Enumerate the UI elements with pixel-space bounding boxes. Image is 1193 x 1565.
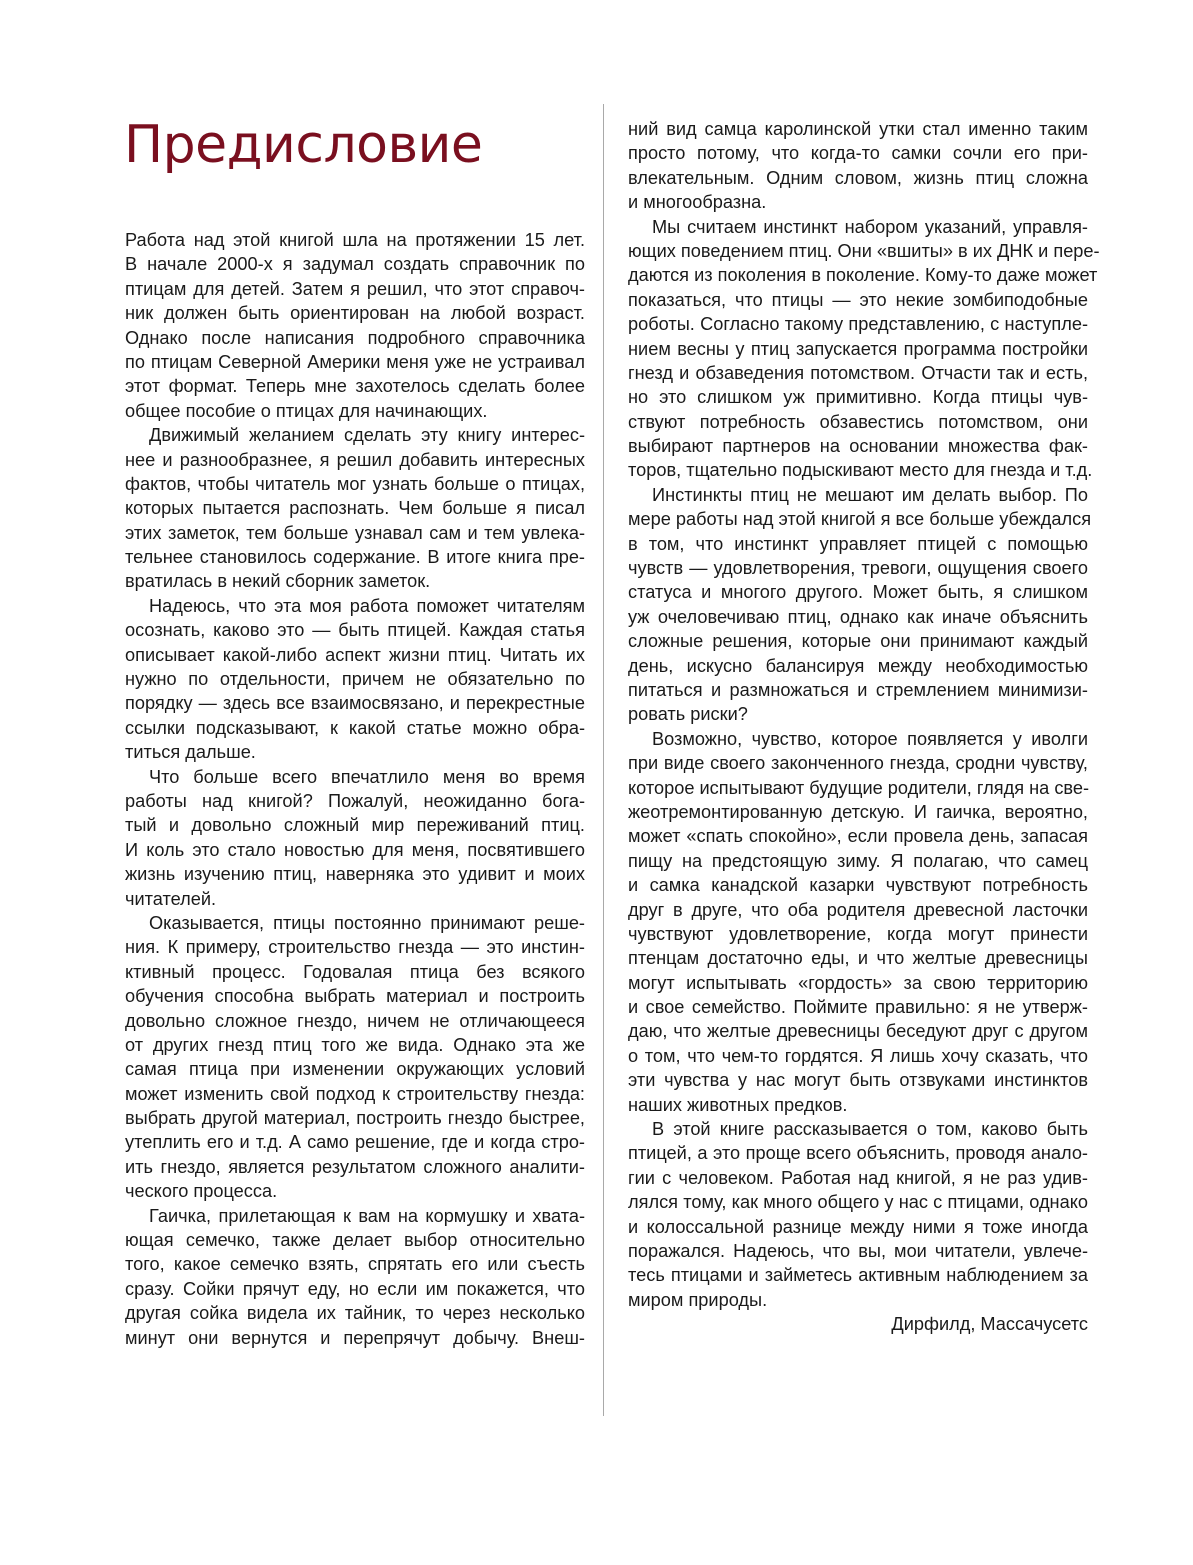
text-line: питаться и размножаться и стремлением минимизи- [628,679,1088,700]
text-line: торов, тщательно подыскивают место для гнезда и т.д. [628,460,1093,481]
right-column [628,117,1100,1337]
text-line: В начале 2000-х я задумал создать справочник по [125,254,585,275]
left-column [125,228,585,1350]
text-line: Инстинкты птиц не мешают им делать выбор. По [652,484,1088,505]
text-line: работы над книгой? Пожалуй, неожиданно бога- [125,790,585,811]
text-line: обучения способна выбрать материал и построить [125,986,585,1007]
text-line: и колоссальной разнице между ними я тоже иногда [628,1216,1088,1237]
text-line: Надеюсь, что эта моя работа поможет читателям [149,595,585,616]
text-line: вратилась в некий сборник заметок. [125,571,431,592]
text-line: птицей, а это проще всего объяснить, проводя анало- [628,1143,1088,1164]
text-line: Движимый желанием сделать эту книгу интерес- [149,425,585,446]
text-line: даются из поколения в поколение. Кому-то даже может [628,265,1098,286]
text-line: влекательным. Одним словом, жизнь птиц сложна [628,167,1088,188]
text-line: Оказывается, птицы постоянно принимают реше- [149,912,585,933]
text-line: птенцам достаточно еды, и что желтые древесницы [628,948,1088,969]
column-divider [603,104,604,1416]
text-line: жеотремонтированную детскую. И гаичка, вероятно, [628,801,1088,822]
text-line: Что больше всего впечатлило меня во время [149,766,585,787]
text-line: ник должен быть ориентирован на любой возраст. [125,303,585,324]
text-line: нужно по отдельности, причем не обязательно по [125,669,585,690]
text-line: ить гнездо, является результатом сложного аналити- [125,1156,585,1177]
text-line: гнезд и обзаведения потомством. Отчасти так и есть, [628,362,1088,383]
text-line: могут испытывать «гордость» за свою территорию [628,972,1088,993]
text-line: день, искусно балансируя между необходимостью [628,655,1088,676]
text-line: выбирают партнеров на основании множества фак- [628,436,1088,457]
text-line: может изменить свой подход к строительству гнезда: [125,1083,585,1104]
text-line: общее пособие о птицах для начинающих. [125,400,488,421]
text-line: читателей. [125,888,217,909]
text-line: о том, что чем-то гордятся. Я лишь хочу сказать, что [628,1045,1088,1066]
text-line: фактов, чтобы читатель мог узнать больше о птицах, [125,473,585,494]
text-line: ния. К примеру, строительство гнезда — это инстин- [125,937,585,958]
text-line: ктивный процесс. Годовалая птица без всякого [125,961,585,982]
page-title: Предисловие [124,115,483,175]
text-line: Мы считаем инстинкт набором указаний, управля- [652,216,1088,237]
text-line: того, какое семечко взять, спрятать его или съесть [125,1254,585,1275]
text-line: ющих поведением птиц. Они «вшиты» в их ДНК и пере- [628,240,1100,261]
text-line: описывает какой-либо аспект жизни птиц. Читать их [125,644,585,665]
text-line: роботы. Согласно такому представлению, с наступле- [628,314,1088,335]
text-line: сразу. Сойки прячут еду, но если им покажется, что [125,1278,585,1299]
text-line: этих заметок, тем больше узнавал сам и тем увлека- [125,522,585,543]
text-line: самая птица при изменении окружающих условий [125,1059,585,1080]
text-line: статуса и многого другого. Может быть, я слишком [628,582,1088,603]
text-line: может «спать спокойно», если провела день, запасая [628,826,1088,847]
text-line: нее и разнообразнее, я решил добавить интересных [125,449,585,470]
text-line: другая сойка видела их тайник, то через несколько [125,1303,585,1324]
text-line: жизнь изучению птиц, наверняка это удивит и моих [125,864,585,885]
signature: Дирфилд, Массачусетс [891,1314,1088,1335]
text-line: выбрать другой материал, построить гнездо быстрее, [125,1108,585,1129]
text-line: эти чувства у нас могут быть отзвуками инстинктов [628,1070,1088,1091]
text-line: мере работы над этой книгой я все больше убеждался [628,509,1092,530]
text-line: тый и довольно сложный мир переживаний птиц. [125,815,585,836]
text-line: друг в друге, что оба родителя древесной ласточки [628,899,1088,920]
text-line: Однако после написания подробного справочника [125,327,585,348]
text-line: и самка канадской казарки чувствуют потребность [628,875,1088,896]
text-line: которых пытается распознать. Чем больше я писал [125,498,585,519]
text-line: лялся тому, как много общего у нас с птицами, однако [628,1192,1088,1213]
text-line: сложные решения, которые они принимают каждый [628,631,1088,652]
text-line: птицам для детей. Затем я решил, что этот справоч- [125,278,585,299]
text-line: довольно сложное гнездо, ничем не отличающееся [125,1010,585,1031]
text-line: этот формат. Теперь мне захотелось сделать более [125,376,585,397]
text-line: при виде своего законченного гнезда, сродни чувству, [628,753,1088,774]
text-line: Возможно, чувство, которое появляется у иволги [652,728,1088,749]
text-line: уж очеловечиваю птиц, однако как иначе объяснить [628,606,1088,627]
text-line: гии с человеком. Работая над книгой, я не раз удив- [628,1167,1088,1188]
text-line: даю, что желтые древесницы беседуют друг с другом [628,1021,1088,1042]
text-line: минут они вернутся и перепрячут добычу. Внеш- [125,1327,585,1348]
text-line: ческого процесса. [125,1181,278,1202]
text-line: и свое семейство. Поймите правильно: я не утверж- [628,997,1088,1018]
text-line: чувствуют удовлетворение, когда могут принести [628,923,1088,944]
text-line: поражался. Надеюсь, что вы, мои читатели, увлече- [628,1240,1088,1261]
text-line: тельнее становилось содержание. В итоге книга пре- [125,547,585,568]
text-line: показаться, что птицы — это некие зомбиподобные [628,289,1088,310]
text-line: чувств — удовлетворения, тревоги, ощущения своего [628,558,1088,579]
text-line: которое испытывают будущие родители, глядя на све- [628,777,1090,798]
text-line: в том, что инстинкт управляет птицей с помощью [628,533,1088,554]
text-line: ствуют потребность обзавестись потомством, они [628,411,1088,432]
text-line: В этой книге рассказывается о том, каково быть [652,1119,1088,1140]
text-line: титься дальше. [125,742,256,763]
text-line: миром природы. [628,1289,768,1310]
text-line: ссылки подсказывают, к какой статье можно обра- [125,717,585,738]
text-line: Работа над этой книгой шла на протяжении 15 лет. [125,230,585,250]
text-line: от других гнезд птиц того же вида. Однако эта же [125,1034,585,1055]
text-line: И коль это стало новостью для меня, посвятившего [125,839,585,860]
text-line: порядку — здесь все взаимосвязано, и перекрестные [125,693,585,714]
text-line: наших животных предков. [628,1094,848,1115]
text-line: и многообразна. [628,192,767,213]
text-line: тесь птицами и займетесь активным наблюдением за [628,1265,1088,1286]
text-line: ровать риски? [628,704,748,725]
text-line: просто потому, что когда-то самки сочли его при- [628,143,1088,164]
text-line: пищу на предстоящую зиму. Я полагаю, что самец [628,850,1088,871]
text-line: но это слишком уж примитивно. Когда птицы чув- [628,387,1088,408]
text-line: осознать, каково это — быть птицей. Каждая статья [125,620,585,641]
text-line: нием весны у птиц запускается программа постройки [628,338,1088,359]
text-line: утеплить его и т.д. А само решение, где и когда стро- [125,1132,585,1153]
text-line: по птицам Северной Америки меня уже не устраивал [125,351,585,372]
text-line: ющая семечко, также делает выбор относительно [125,1230,585,1251]
text-line: ний вид самца каролинской утки стал именно таким [628,119,1088,139]
text-line: Гаичка, прилетающая к вам на кормушку и хвата- [149,1205,585,1226]
